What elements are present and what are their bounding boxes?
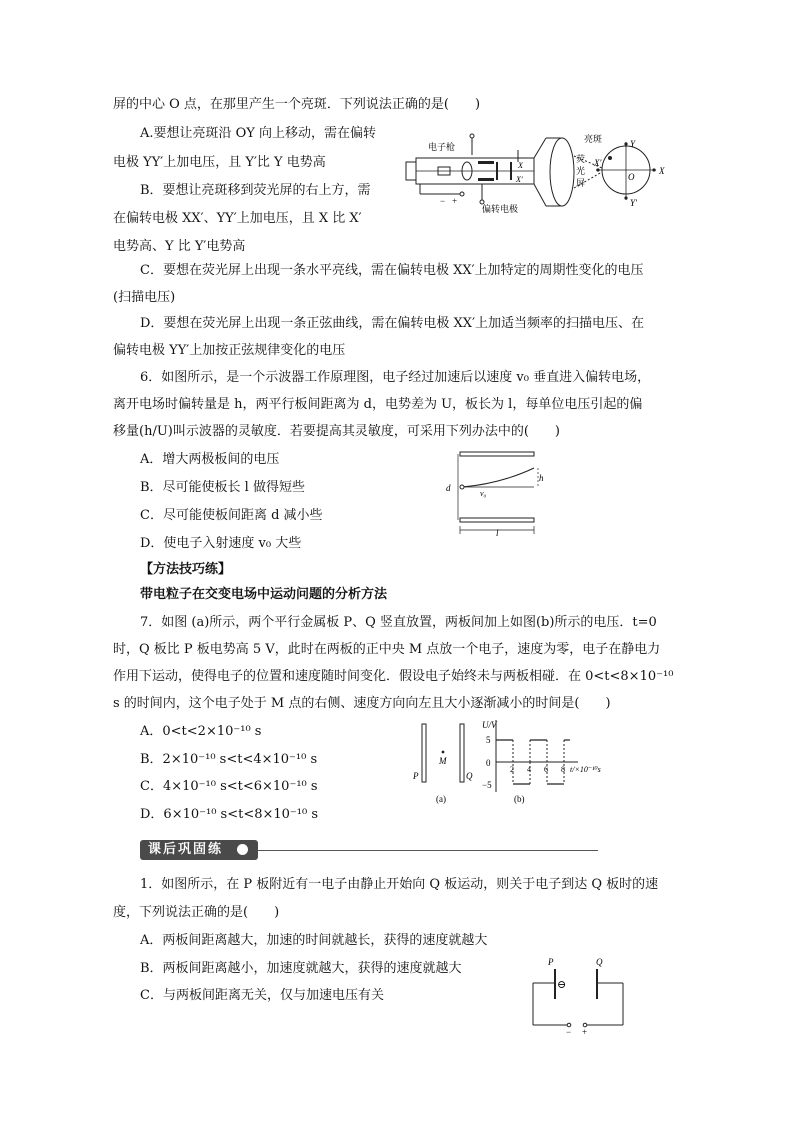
label-screen-3: 屏 [576,178,586,188]
q5-option-d-line1: D．要想在荧光屏上出现一条正弦曲线，需在偏转电极 XX′上加适当频率的扫描电压、在 [140,316,645,331]
label-circuit-plus: + [582,1027,588,1037]
q7-stem-line4: s 的时间内，这个电子处于 M 点的右侧、速度方向向左且大小逐渐减小的时间是( ) [113,696,611,711]
label-screen-O: O [628,172,635,182]
label-h: h [539,473,544,483]
after-class-banner [140,840,460,862]
label-minus: − [440,196,446,206]
tick-x-6: 6 [544,765,548,774]
q6-option-b: B．尽可能使板长 l 做得短些 [140,480,305,495]
label-screen-1: 荧 [576,154,586,164]
q6-stem-line3: 移量(h/U)叫示波器的灵敏度．若要提高其灵敏度，可采用下列办法中的( ) [113,424,560,439]
electron-icon: ⊖ [557,979,567,991]
q5-option-c-line1: C．要想在荧光屏上出现一条水平亮线，需在偏转电极 XX′上加特定的周期性变化的电压 [140,263,644,278]
label-screen-Xp: X′ [594,158,602,168]
q5-option-b-line1: B．要想让亮斑移到荧光屏的右上方，需 [140,183,371,198]
label-electron-gun: 电子枪 [428,142,456,152]
h1-stem-line1: 1．如图所示，在 P 板附近有一电子由静止开始向 Q 板运动，则关于电子到达 Q 板时的速 [140,877,659,892]
banner-dot-icon [237,844,248,855]
label-bright-spot: 亮斑 [584,134,603,144]
q5-option-a-line1: A.要想让亮斑沿 OY 向上移动，需在偏转 [140,126,377,141]
tick-y-neg5: −5 [482,780,492,790]
tick-y-5: 5 [486,735,491,745]
deflection-plates-figure [440,446,560,538]
label-screen-Yp: Y′ [630,198,637,208]
label-M: M [439,756,447,766]
q6-stem-line1: 6．如图所示，是一个示波器工作原理图，电子经过加速后以速度 v₀ 垂直进入偏转电场， [140,370,651,385]
q5-option-b-line3: 电势高、Y 比 Y′电势高 [113,239,246,254]
q7-figures [408,716,638,810]
label-l: l [496,528,499,538]
q5-option-a-line2: 电极 YY′上加电压，且 Y′比 Y 电势高 [113,155,326,170]
h1-option-a: A．两板间距离越大，加速的时间就越长，获得的速度就越大 [140,933,488,948]
caption-b: (b) [514,794,525,804]
label-circuit-minus: − [566,1027,572,1037]
banner-label: 课后巩固练 [148,842,224,857]
tick-y-0: 0 [486,758,491,768]
q6-option-c: C．尽可能使板间距离 d 减小些 [140,508,323,523]
axis-label-t: t/×10⁻¹⁰s [570,765,601,774]
label-Q: Q [466,771,473,781]
banner-rule [258,850,598,851]
section-title: 【方法技巧练】 [140,562,232,577]
tick-x-4: 4 [527,765,531,774]
label-plate-X: X [518,161,523,170]
q7-option-a: A．0<t<2×10⁻¹⁰ s [140,724,262,739]
q7-option-b: B．2×10⁻¹⁰ s<t<4×10⁻¹⁰ s [140,752,318,767]
q7-stem-line1: 7．如图 (a)所示，两个平行金属板 P、Q 竖直放置，两板间加上如图(b)所示的电压．t=0 [140,615,657,630]
h1-circuit-figure [525,955,635,1037]
axis-label-U: U/V [482,720,497,730]
tick-x-8: 8 [561,765,565,774]
q6-option-a: A．增大两极板间的电压 [140,452,280,467]
oscilloscope-tube-figure [398,128,690,218]
section-subtitle: 带电粒子在交变电场中运动问题的分析方法 [140,587,388,602]
label-screen-X: X [659,166,665,176]
label-d: d [446,483,451,493]
q7-option-c: C．4×10⁻¹⁰ s<t<6×10⁻¹⁰ s [140,779,318,794]
q5-stem-tail: 屏的中心 O 点，在那里产生一个亮斑．下列说法正确的是( ) [113,97,481,112]
label-plus: + [452,196,458,206]
h1-option-c: C．与两板间距离无关，仅与加速电压有关 [140,988,384,1003]
label-screen-2: 光 [576,166,586,176]
h1-stem-line2: 度，下列说法正确的是( ) [113,905,280,920]
q7-option-d: D．6×10⁻¹⁰ s<t<8×10⁻¹⁰ s [140,807,319,822]
q7-stem-line3: 作用下运动，使得电子的位置和速度随时间变化．假设电子始终未与两板相碰．在 0<t<8×10⁻¹⁰ [113,669,674,684]
label-deflection-plates: 偏转电极 [482,204,519,214]
tick-x-2: 2 [510,765,514,774]
label-circuit-Q: Q [596,957,603,967]
label-P: P [413,771,419,781]
q7-stem-line2: 时，Q 板比 P 板电势高 5 V，此时在两板的正中央 M 点放一个电子，速度为零，电子在静电力 [113,642,661,657]
q6-stem-line2: 离开电场时偏转量是 h，两平行板间距离为 d，电势差为 U，板长为 l，每单位电压引起的偏 [113,397,643,412]
q6-option-d: D．使电子入射速度 v₀ 大些 [140,536,302,551]
q5-option-c-line2: (扫描电压) [113,290,176,305]
caption-a: (a) [436,794,446,804]
q5-option-b-line2: 在偏转电极 XX′、YY′上加电压，且 X 比 X′ [113,211,362,226]
q5-option-d-line2: 偏转电极 YY′上加按正弦规律变化的电压 [113,343,346,358]
label-plate-Xp: X′ [516,175,523,184]
label-screen-Y: Y [630,139,636,149]
label-circuit-P: P [548,957,554,967]
label-v0: v₀ [480,489,487,498]
h1-option-b: B．两板间距离越小，加速度就越大，获得的速度就越大 [140,961,462,976]
